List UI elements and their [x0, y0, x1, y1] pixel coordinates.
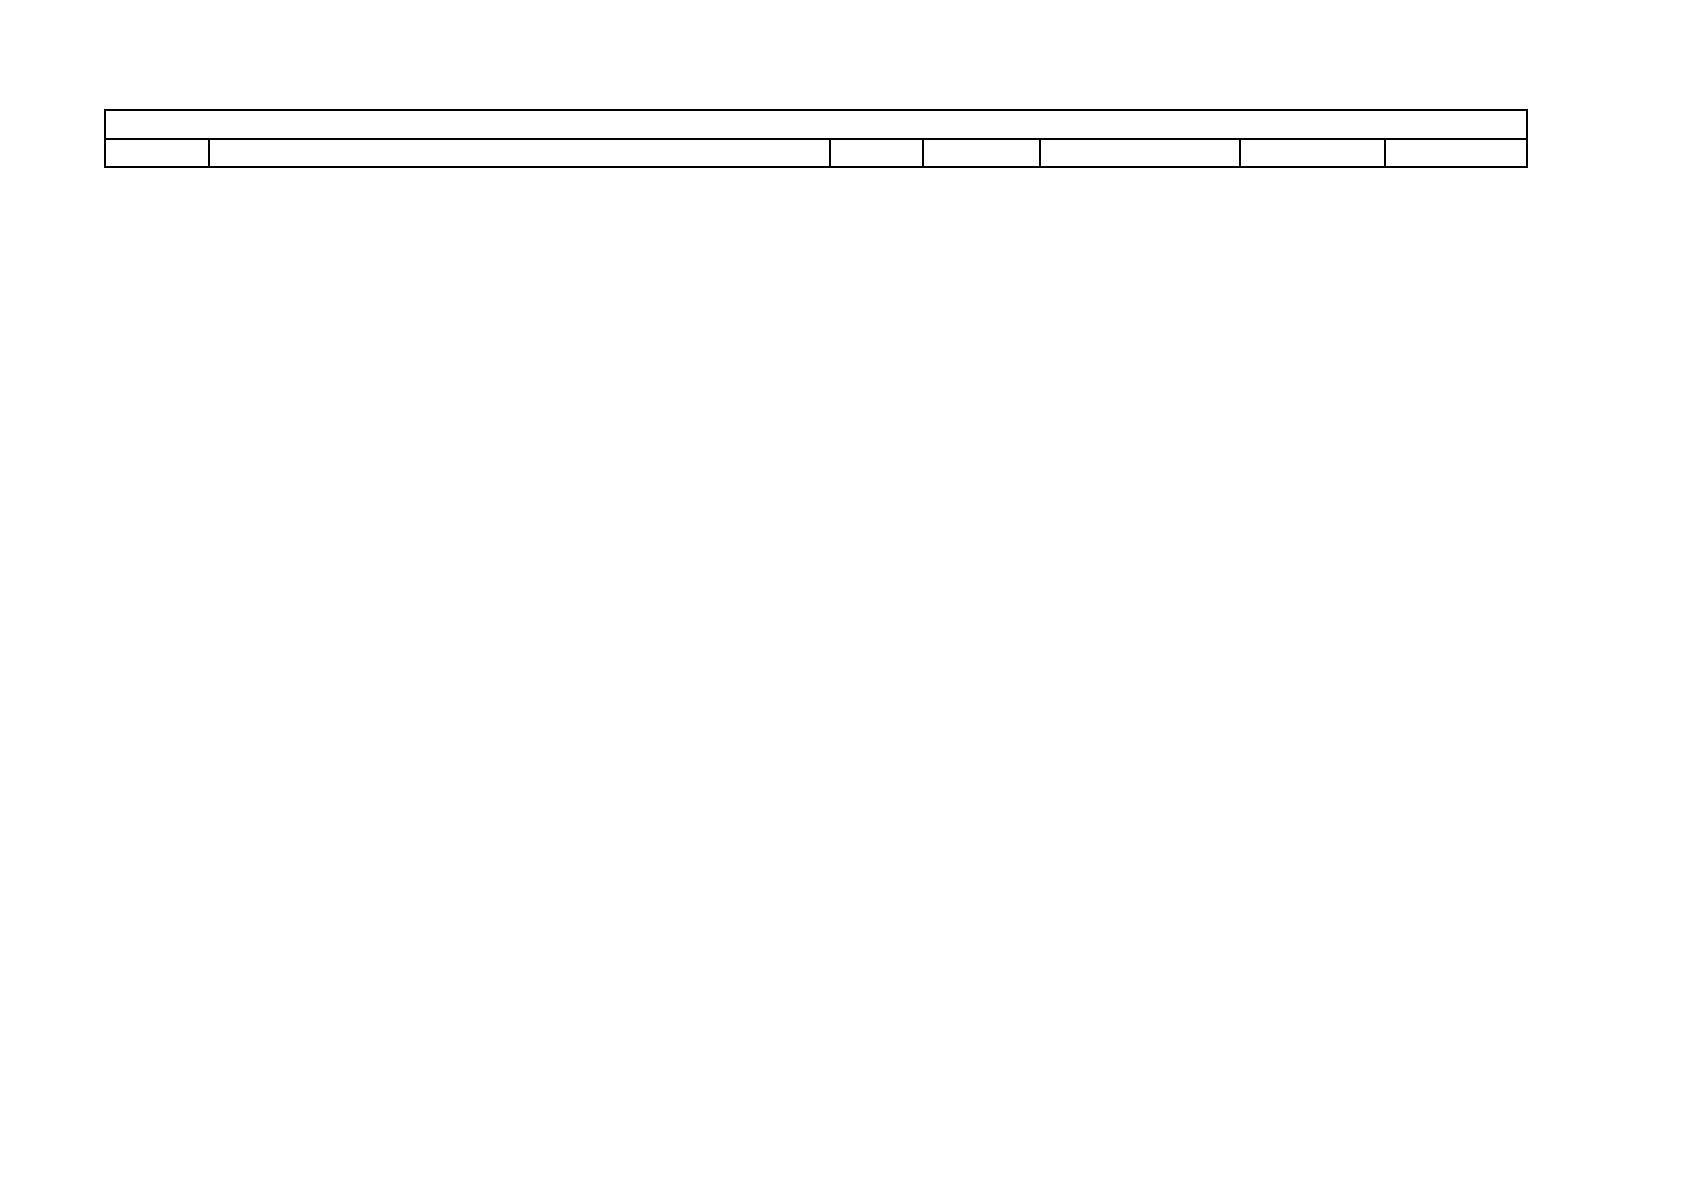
- period-title-row: [105, 110, 1527, 139]
- header-repair-year: [1240, 139, 1385, 167]
- period-title: [105, 110, 1527, 139]
- table-header-row: [105, 139, 1527, 167]
- repair-schedule-table: [104, 109, 1528, 168]
- header-address: [209, 139, 830, 167]
- period-section: [105, 110, 1527, 167]
- header-year: [830, 139, 923, 167]
- header-area: [923, 139, 1040, 167]
- header-cost: [1385, 139, 1527, 167]
- header-no: [105, 139, 209, 167]
- header-repair-type: [1040, 139, 1240, 167]
